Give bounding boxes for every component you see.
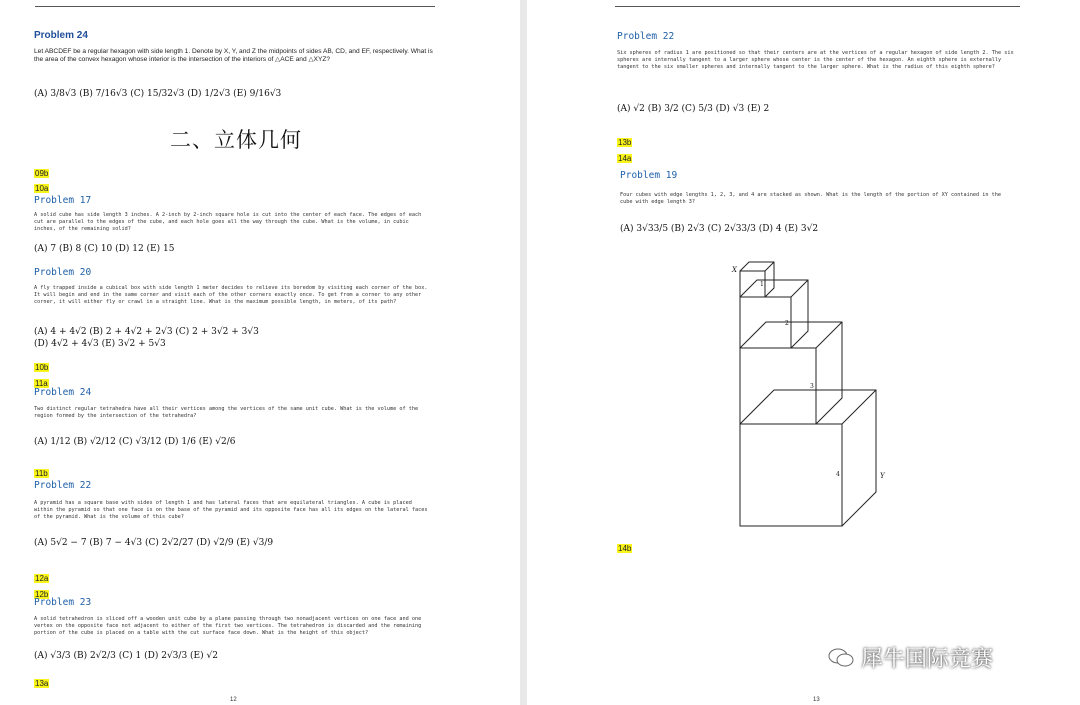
answer-choices: (A) 1/12 (B) √2/12 (C) √3/12 (D) 1/6 (E) √2/6 [34, 437, 236, 447]
tag: 13a [35, 679, 49, 688]
right-page [527, 0, 1080, 705]
problem-text: A solid tetrahedron is sliced off a wooden unit cube by a plane passing through two nonadjacent vertices on one face and one vertex on the opposite face not adjacent to either of the first two vertices. The tetrahedron is discarded and the remaining portion of the cube is placed on a table with the cut surface face down. What is the height of this object? [34, 616, 422, 637]
tag: 10a [35, 184, 49, 193]
problem-title: Problem 22 [34, 480, 92, 491]
problem-text: A solid cube has side length 3 inches. A 2-inch by 2-inch square hole is cut into the center of each face. The edges of each cut are parallel to the edges of the cube, and each hole goes all the way through the cube. What is the volume, in cubic inches, of the remaining solid? [34, 212, 422, 233]
page-number: 12 [230, 697, 237, 703]
watermark-text: 犀牛国际竞赛 [861, 647, 994, 672]
edge-label: 2 [785, 320, 789, 327]
problem-text: Six spheres of radius 1 are positioned so that their centers are at the vertices of a regular hexagon of side length 2. The six spheres are internally tangent to a larger sphere whose center is the center of the hexagon. An eighth sphere is externally tangent to the six smaller spheres and internally tangent to the larger sphere. What is the radius of this eighth sphere? [617, 50, 1014, 71]
page-number: 13 [813, 697, 820, 703]
answer-choices: (A) 4 + 4√2 (B) 2 + 4√2 + 2√3 (C) 2 + 3√2 + 3√3 [34, 327, 259, 337]
edge-label: 4 [836, 471, 840, 478]
top-rule [615, 6, 1020, 7]
stacked-cubes-figure [722, 252, 912, 532]
tag: 10b [35, 363, 49, 372]
edge-label: 1 [760, 281, 764, 288]
tag: 12b [35, 590, 49, 599]
problem-text: Four cubes with edge lengths 1, 2, 3, and 4 are stacked as shown. What is the length of the portion of XY contained in the cube with edge length 3? [620, 192, 1002, 206]
label-y: Y [880, 472, 885, 480]
answer-choices: (A) √2 (B) 3/2 (C) 5/3 (D) √3 (E) 2 [617, 104, 770, 114]
answer-choices: (A) √3/3 (B) 2√2/3 (C) 1 (D) 2√3/3 (E) √2 [34, 651, 218, 661]
problem-text: Two distinct regular tetrahedra have all their vertices among the vertices of the same unit cube. What is the volume of the region formed by the intersection of the tetrahedra? [34, 406, 419, 420]
section-heading: 二、立体几何 [170, 128, 302, 152]
problem-title: Problem 23 [34, 597, 92, 608]
label-x: X [732, 266, 737, 274]
answer-choices: (A) 5√2 − 7 (B) 7 − 4√3 (C) 2√2/27 (D) √2/9 (E) √3/9 [34, 538, 274, 548]
problem-title: Problem 19 [620, 170, 678, 181]
problem-title: Problem 20 [34, 267, 92, 278]
tag: 13b [618, 138, 632, 147]
tag: 09b [35, 169, 49, 178]
problem-title: Problem 24 [34, 387, 92, 398]
answer-choices: (A) 3/8√3 (B) 7/16√3 (C) 15/32√3 (D) 1/2√3 (E) 9/16√3 [34, 89, 282, 99]
problem-text: A fly trapped inside a cubical box with side length 1 meter decides to relieve its boredom by visiting each corner of the box. It will begin and end in the same corner and visit each of the other corners exactly once. To get from a corner to any other corner, it will either fly or crawl in a straight line. What is the maximum possible length, in meters, of its path? [34, 285, 428, 306]
top-rule [35, 6, 435, 7]
answer-choices: (A) 7 (B) 8 (C) 10 (D) 12 (E) 15 [34, 244, 175, 254]
wechat-icon [827, 647, 855, 669]
cube-4-front [740, 424, 842, 526]
problem-title: Problem 17 [34, 195, 92, 206]
watermark [827, 642, 993, 673]
tag: 12a [35, 574, 49, 583]
problem-text: Let ABCDEF be a regular hexagon with side length 1. Denote by X, Y, and Z the midpoints of sides AB, CD, and EF, respectively. What is the area of the convex hexagon whose interior is the intersection of the interiors of △ACE and △XYZ? [34, 48, 433, 63]
problem-text: A pyramid has a square base with sides of length 1 and has lateral faces that are equilateral triangles. A cube is placed within the pyramid so that one face is on the base of the pyramid and its opposite face has all its edges on the lateral faces of the pyramid. What is the volume of this cube? [34, 500, 428, 521]
tag: 14a [618, 154, 632, 163]
answer-choices: (A) 3√33/5 (B) 2√3 (C) 2√33/3 (D) 4 (E) 3√2 [620, 224, 819, 234]
tag: 11a [35, 379, 48, 388]
left-page [0, 0, 520, 705]
tag: 14b [618, 544, 632, 553]
edge-label: 3 [810, 383, 814, 390]
problem-title: Problem 22 [617, 31, 675, 42]
tag: 11b [35, 469, 48, 478]
problem-title: Problem 24 [34, 30, 88, 41]
answer-choices: (D) 4√2 + 4√3 (E) 3√2 + 5√3 [34, 339, 166, 349]
